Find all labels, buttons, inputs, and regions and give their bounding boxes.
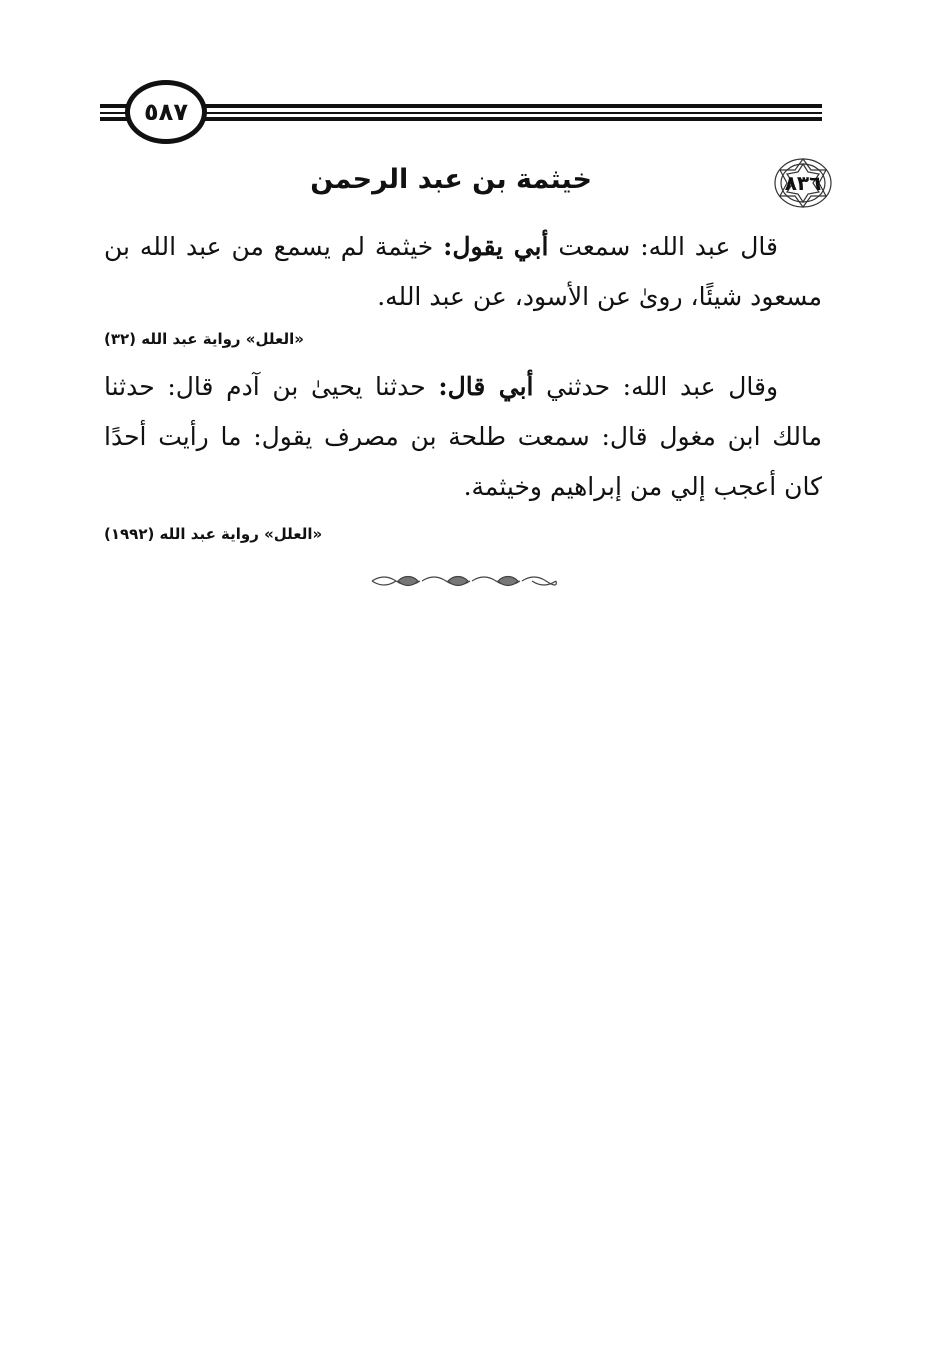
page-number-badge	[125, 80, 207, 144]
paragraph-2	[104, 362, 822, 512]
header-rule-top	[100, 104, 822, 108]
header-rule-bottom	[100, 117, 822, 121]
paragraph-2-bold-phrase: أبي قال:	[438, 372, 534, 401]
paragraph-2-lead: وقال عبد الله: حدثني	[533, 372, 779, 401]
entry-number: ٨٣٦	[784, 171, 822, 195]
entry-number-badge	[772, 156, 834, 210]
source-citation-1: «العلل» رواية عبد الله (٣٢)	[104, 330, 304, 348]
header-rule-middle	[100, 112, 822, 114]
page-number: ٥٨٧	[144, 98, 188, 126]
paragraph-1	[104, 222, 822, 322]
floral-ornament-icon	[370, 572, 558, 590]
entry-title: خيثمة بن عبد الرحمن	[310, 164, 592, 195]
paragraph-1-lead: قال عبد الله: سمعت	[548, 232, 779, 261]
paragraph-1-body: خيثمة لم يسمع من عبد الله بن مسعود شيئًا، روىٰ عن الأسود، عن عبد الله.	[104, 232, 822, 311]
paragraph-1-bold-phrase: أبي يقول:	[443, 232, 549, 261]
source-citation-2: «العلل» رواية عبد الله (١٩٩٢)	[104, 525, 323, 543]
paragraph-2-body: حدثنا يحيىٰ بن آدم قال: حدثنا مالك ابن مغول قال: سمعت طلحة بن مصرف يقول: ما رأيت أحدًا كان أعجب إلي من إبراهيم وخيثمة.	[104, 372, 822, 501]
